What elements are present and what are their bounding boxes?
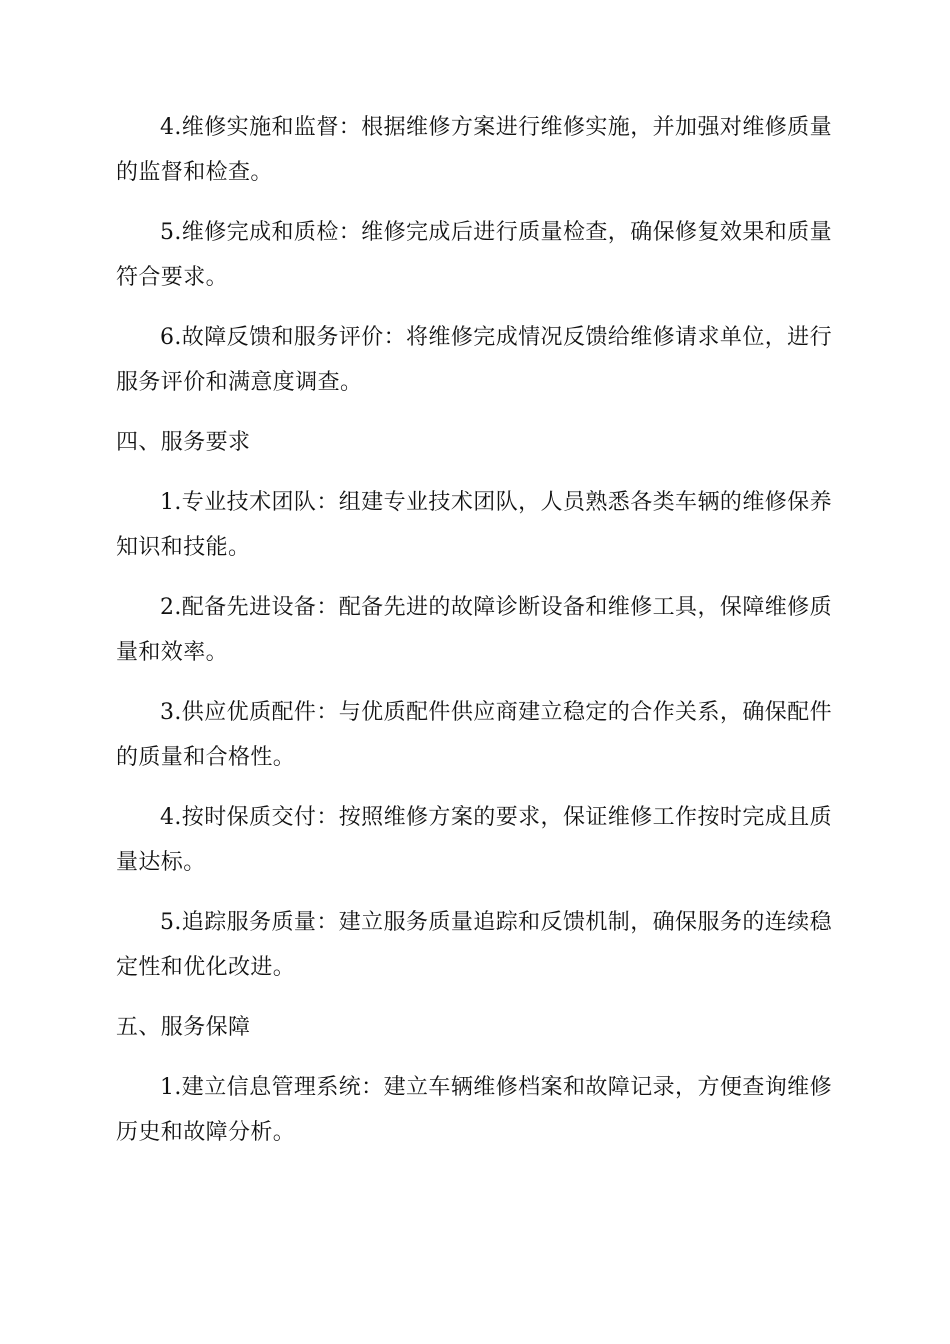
section-heading-service-guarantee: 五、服务保障	[116, 1015, 251, 1040]
paragraph-quality-parts: 3.供应优质配件：与优质配件供应商建立稳定的合作关系，确保配件的质量和合格性。	[116, 700, 832, 770]
paragraph-information-system: 1.建立信息管理系统：建立车辆维修档案和故障记录，方便查询维修历史和故障分析。	[116, 1075, 832, 1145]
paragraph-advanced-equipment: 2.配备先进设备：配备先进的故障诊断设备和维修工具，保障维修质量和效率。	[116, 595, 832, 665]
paragraph-repair-implementation: 4.维修实施和监督：根据维修方案进行维修实施，并加强对维修质量的监督和检查。	[116, 115, 832, 185]
paragraph-fault-feedback: 6.故障反馈和服务评价：将维修完成情况反馈给维修请求单位，进行服务评价和满意度调查。	[116, 325, 832, 395]
document-body	[116, 105, 832, 1170]
paragraph-professional-team: 1.专业技术团队：组建专业技术团队，人员熟悉各类车辆的维修保养知识和技能。	[116, 490, 832, 560]
paragraph-repair-completion: 5.维修完成和质检：维修完成后进行质量检查，确保修复效果和质量符合要求。	[116, 220, 832, 290]
section-heading-service-requirements: 四、服务要求	[116, 430, 251, 455]
paragraph-service-tracking: 5.追踪服务质量：建立服务质量追踪和反馈机制，确保服务的连续稳定性和优化改进。	[116, 910, 832, 980]
paragraph-on-time-delivery: 4.按时保质交付：按照维修方案的要求，保证维修工作按时完成且质量达标。	[116, 805, 832, 875]
